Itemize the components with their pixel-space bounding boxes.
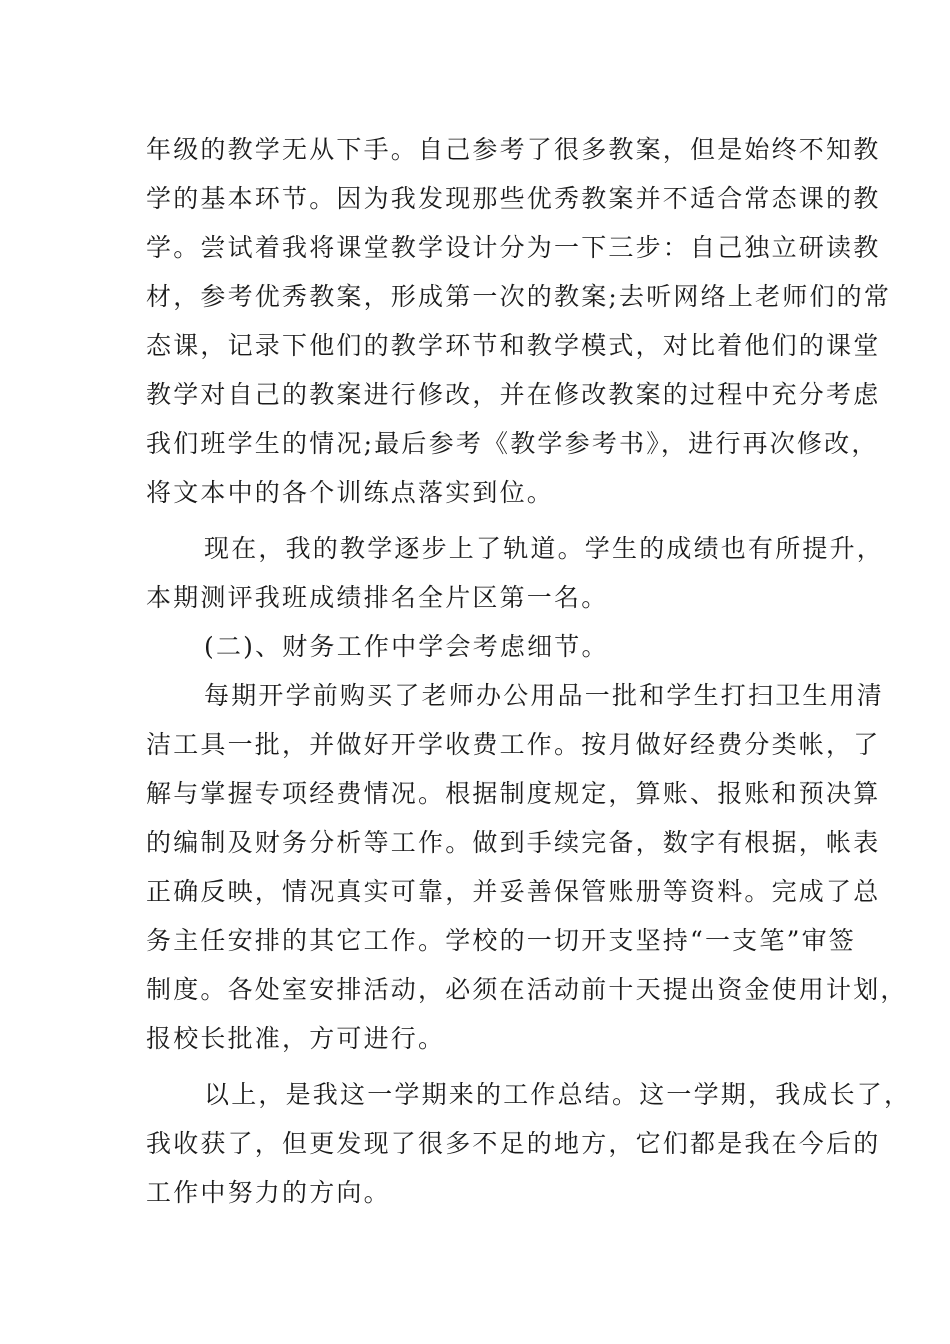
- text-line: 我们班学生的情况;最后参考《教学参考书》，进行再次修改，: [146, 429, 879, 458]
- text-line: 本期测评我班成绩排名全片区第一名。: [146, 583, 609, 612]
- text-line: 态课，记录下他们的教学环节和教学模式，对比着他们的课堂: [146, 331, 881, 360]
- text-line: 报校长批准，方可进行。: [146, 1024, 446, 1053]
- text-line: 学的基本环节。因为我发现那些优秀教案并不适合常态课的教: [146, 184, 881, 213]
- text-line: 将文本中的各个训练点落实到位。: [146, 478, 555, 507]
- text-line: 年级的教学无从下手。自己参考了很多教案，但是始终不知教: [146, 135, 881, 164]
- text-line: 的编制及财务分析等工作。做到手续完备，数字有根据，帐表: [146, 828, 881, 857]
- text-line: 现在，我的教学逐步上了轨道。学生的成绩也有所提升，: [204, 534, 885, 563]
- text-line: 学。尝试着我将课堂教学设计分为一下三步：自己独立研读教: [146, 233, 881, 262]
- text-line: 正确反映，情况真实可靠，并妥善保管账册等资料。完成了总: [146, 877, 881, 906]
- text-line: 我收获了，但更发现了很多不足的地方，它们都是我在今后的: [146, 1129, 881, 1158]
- text-line: 工作中努力的方向。: [146, 1178, 391, 1207]
- section-heading: (二)、财务工作中学会考虑细节。: [204, 632, 609, 661]
- text-line: 务主任安排的其它工作。学校的一切开支坚持“一支笔”审签: [146, 926, 856, 955]
- text-line: 每期开学前购买了老师办公用品一批和学生打扫卫生用清: [204, 681, 885, 710]
- text-line: 材，参考优秀教案，形成第一次的教案;去听网络上老师们的常: [146, 282, 892, 311]
- text-line: 解与掌握专项经费情况。根据制度规定，算账、报账和预决算: [146, 779, 881, 808]
- text-line: 洁工具一批，并做好开学收费工作。按月做好经费分类帐，了: [146, 730, 881, 759]
- text-line: 制度。各处室安排活动，必须在活动前十天提出资金使用计划，: [146, 975, 908, 1004]
- text-line: 以上，是我这一学期来的工作总结。这一学期，我成长了，: [204, 1080, 912, 1109]
- text-line: 教学对自己的教案进行修改，并在修改教案的过程中充分考虑: [146, 380, 881, 409]
